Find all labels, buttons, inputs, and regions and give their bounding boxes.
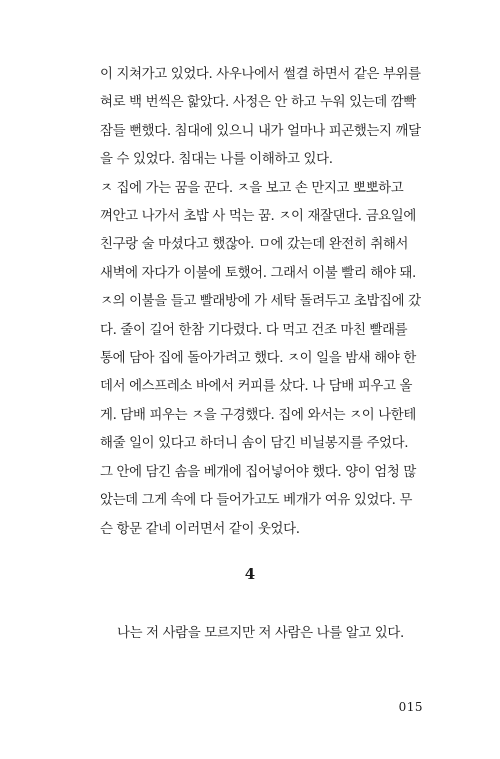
section-number: 4: [244, 565, 256, 583]
body-paragraph: [100, 61, 421, 544]
text-line: 잠들 뻔했다. 침대에 있으니 내가 얼마나 피곤했는지 깨달: [100, 123, 421, 139]
text-line: 혀로 백 번씩은 핥았다. 사정은 안 하고 누워 있는데 깜빡: [100, 95, 416, 111]
text-line: 그 안에 담긴 솜을 베개에 집어넣어야 했다. 양이 엄청 많: [100, 464, 416, 480]
text-line: 통에 담아 집에 돌아가려고 했다. ㅈ이 일을 밤새 해야 한: [100, 351, 416, 367]
text-line: 껴안고 나가서 초밥 사 먹는 꿈. ㅈ이 재잘댄다. 금요일에: [100, 209, 416, 225]
section-first-line: 나는 저 사람을 모르지만 저 사람은 나를 알고 있다.: [117, 626, 404, 641]
text-line: 해줄 일이 있다고 하더니 솜이 담긴 비닐봉지를 주었다.: [100, 436, 409, 452]
page-number: 015: [398, 700, 423, 714]
text-line: 슨 항문 같네 이러면서 같이 웃었다.: [100, 521, 300, 537]
text-line: ㅈ의 이불을 들고 빨래방에 가 세탁 돌려두고 초밥집에 갔: [100, 294, 421, 310]
text-line: 새벽에 자다가 이불에 토했어. 그래서 이불 빨리 해야 돼.: [100, 265, 416, 281]
text-line: 친구랑 술 마셨다고 했잖아. ㅁ에 갔는데 완전히 취해서: [100, 237, 409, 253]
text-line: 게. 담배 피우는 ㅈ을 구경했다. 집에 와서는 ㅈ이 나한테: [100, 407, 416, 423]
text-line: ㅈ 집에 가는 꿈을 꾼다. ㅈ을 보고 손 만지고 뽀뽀하고: [100, 180, 404, 196]
text-line: 다. 줄이 길어 한참 기다렸다. 다 먹고 건조 마친 빨래를: [100, 322, 408, 338]
text-line: 았는데 그게 속에 다 들어가고도 베개가 여유 있었다. 무: [100, 493, 413, 509]
text-line: 이 지쳐가고 있었다. 사우나에서 썰결 하면서 같은 부위를: [100, 67, 421, 82]
text-line: 을 수 있었다. 침대는 나를 이해하고 있다.: [100, 152, 333, 168]
text-line: 데서 에스프레소 바에서 커피를 샀다. 나 담배 피우고 올: [100, 379, 413, 395]
